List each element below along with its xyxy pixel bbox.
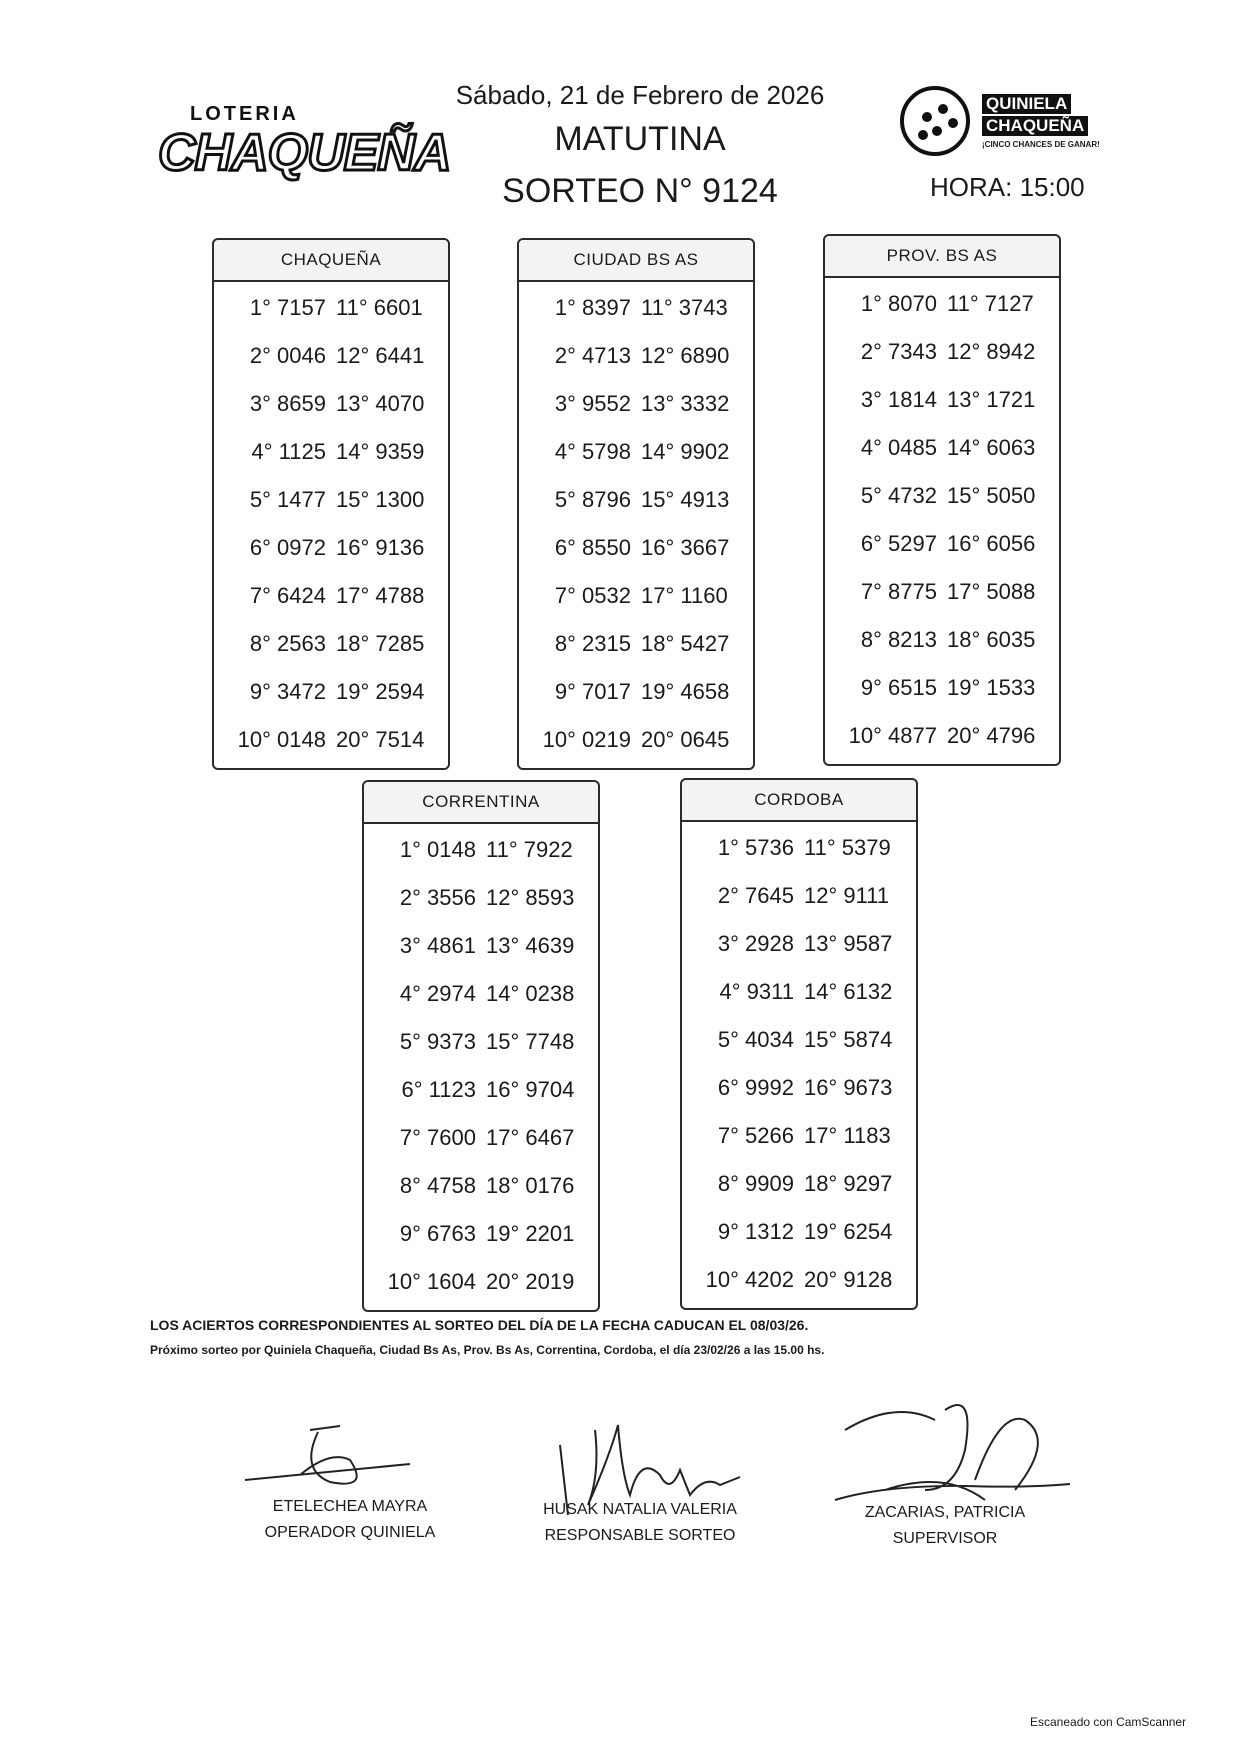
result-row [825, 476, 1059, 516]
result-position-low: 9° 7017 [554, 679, 631, 704]
result-position-high: 11° 3743 [641, 295, 728, 320]
result-row [519, 576, 753, 616]
result-position-low: 5° 8796 [554, 487, 631, 512]
result-position-low: 1° 8070 [860, 291, 937, 316]
result-position-low: 8° 2315 [554, 631, 631, 656]
result-position-low: 10° 1604 [387, 1269, 476, 1294]
result-row [682, 876, 916, 916]
result-position-low: 2° 3556 [399, 885, 476, 910]
result-position-high: 11° 5379 [804, 835, 891, 860]
loteria-chaquena-logo [150, 95, 451, 185]
result-row [825, 620, 1059, 660]
result-position-low: 2° 0046 [249, 343, 326, 368]
result-position-high: 19° 6254 [804, 1219, 893, 1244]
result-position-high: 14° 9902 [641, 439, 730, 464]
result-position-high: 14° 6132 [804, 979, 893, 1004]
result-row [364, 1070, 598, 1110]
result-row [364, 1262, 598, 1302]
result-row [214, 336, 448, 376]
scanner-watermark: Escaneado con CamScanner [1030, 1715, 1187, 1729]
result-row [682, 1068, 916, 1108]
result-position-low: 4° 9311 [719, 979, 794, 1004]
table-title: PROV. BS AS [825, 236, 1059, 278]
result-position-low: 8° 8213 [860, 627, 937, 652]
result-position-low: 10° 4202 [705, 1267, 794, 1292]
result-position-high: 11° 7127 [947, 291, 1034, 316]
result-position-high: 15° 5874 [804, 1027, 893, 1052]
result-position-high: 16° 9704 [486, 1077, 575, 1102]
table-title: CIUDAD BS AS [519, 240, 753, 282]
result-row [825, 668, 1059, 708]
draw-date: Sábado, 21 de Febrero de 2026 [455, 80, 825, 110]
result-row [214, 432, 448, 472]
result-position-high: 13° 3332 [641, 391, 730, 416]
logo-right-line1: QUINIELA [982, 94, 1071, 114]
result-row [364, 974, 598, 1014]
result-position-high: 16° 9673 [804, 1075, 893, 1100]
result-position-high: 18° 5427 [641, 631, 730, 656]
result-row [364, 878, 598, 918]
result-position-high: 11° 7922 [486, 837, 573, 862]
result-position-low: 2° 4713 [554, 343, 631, 368]
result-position-low: 2° 7645 [717, 883, 794, 908]
result-row [825, 428, 1059, 468]
result-position-low: 8° 2563 [249, 631, 326, 656]
result-row [825, 524, 1059, 564]
result-row [214, 384, 448, 424]
result-position-high: 13° 4639 [486, 933, 575, 958]
result-row [214, 480, 448, 520]
result-position-high: 13° 1721 [947, 387, 1036, 412]
result-position-high: 19° 1533 [947, 675, 1036, 700]
result-position-low: 6° 8550 [554, 535, 631, 560]
result-row [214, 528, 448, 568]
result-position-low: 3° 1814 [860, 387, 937, 412]
logo-left-main-text: CHAQUEÑA [158, 124, 451, 182]
result-row [519, 624, 753, 664]
result-row [825, 284, 1059, 324]
result-position-high: 16° 3667 [641, 535, 730, 560]
result-row [214, 288, 448, 328]
signer-name: ZACARIAS, PATRICIA [864, 1504, 1026, 1521]
result-position-high: 12° 8593 [486, 885, 575, 910]
result-position-low: 4° 1125 [251, 439, 326, 464]
result-row [364, 1022, 598, 1062]
result-position-high: 15° 7748 [486, 1029, 575, 1054]
result-position-high: 12° 9111 [804, 883, 890, 908]
signer-role: OPERADOR QUINIELA [264, 1524, 436, 1541]
result-position-low: 5° 9373 [399, 1029, 476, 1054]
result-position-high: 16° 9136 [336, 535, 425, 560]
result-row [825, 572, 1059, 612]
result-position-low: 2° 7343 [860, 339, 937, 364]
result-position-high: 17° 6467 [486, 1125, 575, 1150]
result-position-high: 15° 1300 [336, 487, 425, 512]
result-position-high: 17° 5088 [947, 579, 1036, 604]
result-position-low: 7° 7600 [399, 1125, 476, 1150]
session-title: MATUTINA [554, 120, 726, 158]
result-row [519, 528, 753, 568]
result-position-high: 12° 6441 [336, 343, 425, 368]
result-position-low: 6° 5297 [860, 531, 937, 556]
result-position-high: 15° 4913 [641, 487, 730, 512]
result-row [519, 480, 753, 520]
result-position-low: 7° 8775 [860, 579, 937, 604]
result-position-high: 19° 2594 [336, 679, 425, 704]
result-position-high: 20° 0645 [641, 727, 730, 752]
signature-block-responsable [510, 1497, 770, 1549]
result-position-low: 5° 4732 [860, 483, 937, 508]
result-position-low: 6° 0972 [249, 535, 326, 560]
result-position-low: 3° 2928 [717, 931, 794, 956]
result-position-high: 20° 9128 [804, 1267, 893, 1292]
results-table-chaquena [212, 238, 450, 770]
result-position-low: 3° 8659 [249, 391, 326, 416]
result-position-low: 10° 4877 [848, 723, 937, 748]
signer-name: ETELECHEA MAYRA [272, 1498, 428, 1515]
signer-role: SUPERVISOR [892, 1530, 998, 1547]
result-row [825, 380, 1059, 420]
result-row [364, 926, 598, 966]
result-position-high: 18° 6035 [947, 627, 1036, 652]
result-row [364, 1118, 598, 1158]
result-position-high: 18° 7285 [336, 631, 425, 656]
result-position-high: 14° 0238 [486, 981, 575, 1006]
result-position-high: 18° 0176 [486, 1173, 575, 1198]
result-position-high: 20° 4796 [947, 723, 1036, 748]
results-table-ciudad-bs-as [517, 238, 755, 770]
result-position-low: 9° 6763 [399, 1221, 476, 1246]
result-position-low: 10° 0219 [542, 727, 631, 752]
result-row [519, 384, 753, 424]
signature-zacarias [825, 1390, 1075, 1510]
result-row [214, 624, 448, 664]
result-position-low: 1° 0148 [399, 837, 476, 862]
result-row [682, 972, 916, 1012]
result-row [214, 672, 448, 712]
result-position-low: 5° 1477 [249, 487, 326, 512]
logo-right-tagline: ¡CINCO CHANCES DE GANAR! [982, 140, 1100, 149]
signer-name: HUSAK NATALIA VALERIA [543, 1501, 737, 1518]
result-row [519, 288, 753, 328]
result-row [825, 716, 1059, 756]
result-position-high: 18° 9297 [804, 1171, 893, 1196]
result-position-low: 7° 0532 [554, 583, 631, 608]
result-row [682, 1164, 916, 1204]
result-position-low: 4° 0485 [860, 435, 937, 460]
lottery-ball-icon [900, 86, 970, 156]
result-position-low: 9° 6515 [860, 675, 937, 700]
result-position-low: 4° 2974 [399, 981, 476, 1006]
result-position-low: 1° 8397 [554, 295, 631, 320]
result-position-high: 12° 8942 [947, 339, 1036, 364]
draw-time: HORA: 15:00 [930, 172, 1085, 202]
result-position-high: 17° 1183 [804, 1123, 891, 1148]
table-title: CORDOBA [682, 780, 916, 822]
result-position-low: 8° 9909 [717, 1171, 794, 1196]
signer-role: RESPONSABLE SORTEO [544, 1527, 736, 1544]
table-title: CHAQUEÑA [214, 240, 448, 282]
result-position-low: 3° 9552 [554, 391, 631, 416]
result-position-low: 7° 5266 [717, 1123, 794, 1148]
result-position-high: 15° 5050 [947, 483, 1036, 508]
result-row [519, 672, 753, 712]
result-row [682, 1212, 916, 1252]
logo-right-line2: CHAQUEÑA [982, 116, 1088, 136]
result-position-high: 17° 4788 [336, 583, 425, 608]
result-position-low: 6° 1123 [401, 1077, 476, 1102]
result-position-low: 5° 4034 [717, 1027, 794, 1052]
result-row [682, 1020, 916, 1060]
result-row [214, 576, 448, 616]
signature-block-operador [220, 1494, 480, 1546]
result-position-low: 10° 0148 [237, 727, 326, 752]
result-position-high: 13° 9587 [804, 931, 893, 956]
result-position-low: 7° 6424 [249, 583, 326, 608]
result-row [682, 924, 916, 964]
expiration-notice: LOS ACIERTOS CORRESPONDIENTES AL SORTEO DEL DÍA DE LA FECHA CADUCAN EL 08/03/26. [150, 1317, 809, 1333]
result-row [682, 1260, 916, 1300]
table-title: CORRENTINA [364, 782, 598, 824]
result-row [214, 720, 448, 760]
result-position-high: 14° 6063 [947, 435, 1036, 460]
logo-left-top-text: LOTERIA [190, 103, 299, 125]
result-position-low: 4° 5798 [554, 439, 631, 464]
result-row [519, 432, 753, 472]
results-table-prov-bs-as [823, 234, 1061, 766]
result-position-high: 14° 9359 [336, 439, 425, 464]
next-draw-notice: Próximo sorteo por Quiniela Chaqueña, Ciudad Bs As, Prov. Bs As, Correntina, Cordoba, el día 23/02/26 a las 15.00 hs. [150, 1343, 825, 1357]
result-position-high: 19° 4658 [641, 679, 730, 704]
result-row [364, 1166, 598, 1206]
result-row [682, 828, 916, 868]
result-row [364, 830, 598, 870]
result-position-high: 12° 6890 [641, 343, 730, 368]
result-position-low: 1° 5736 [717, 835, 794, 860]
result-position-low: 9° 1312 [717, 1219, 794, 1244]
quiniela-chaquena-logo [900, 82, 1120, 162]
result-position-low: 9° 3472 [249, 679, 326, 704]
results-table-cordoba [680, 778, 918, 1310]
result-position-high: 11° 6601 [336, 295, 423, 320]
result-position-high: 20° 2019 [486, 1269, 575, 1294]
result-position-high: 20° 7514 [336, 727, 425, 752]
result-position-high: 16° 6056 [947, 531, 1036, 556]
result-row [364, 1214, 598, 1254]
result-position-high: 19° 2201 [486, 1221, 575, 1246]
signature-block-supervisor [815, 1500, 1075, 1552]
result-position-low: 1° 7157 [249, 295, 326, 320]
results-table-correntina [362, 780, 600, 1312]
result-row [519, 336, 753, 376]
result-row [519, 720, 753, 760]
draw-number: SORTEO N° 9124 [502, 172, 778, 210]
result-position-high: 17° 1160 [641, 583, 728, 608]
result-position-low: 3° 4861 [399, 933, 476, 958]
result-position-low: 8° 4758 [399, 1173, 476, 1198]
result-row [682, 1116, 916, 1156]
result-row [825, 332, 1059, 372]
result-position-high: 13° 4070 [336, 391, 425, 416]
result-position-low: 6° 9992 [717, 1075, 794, 1100]
